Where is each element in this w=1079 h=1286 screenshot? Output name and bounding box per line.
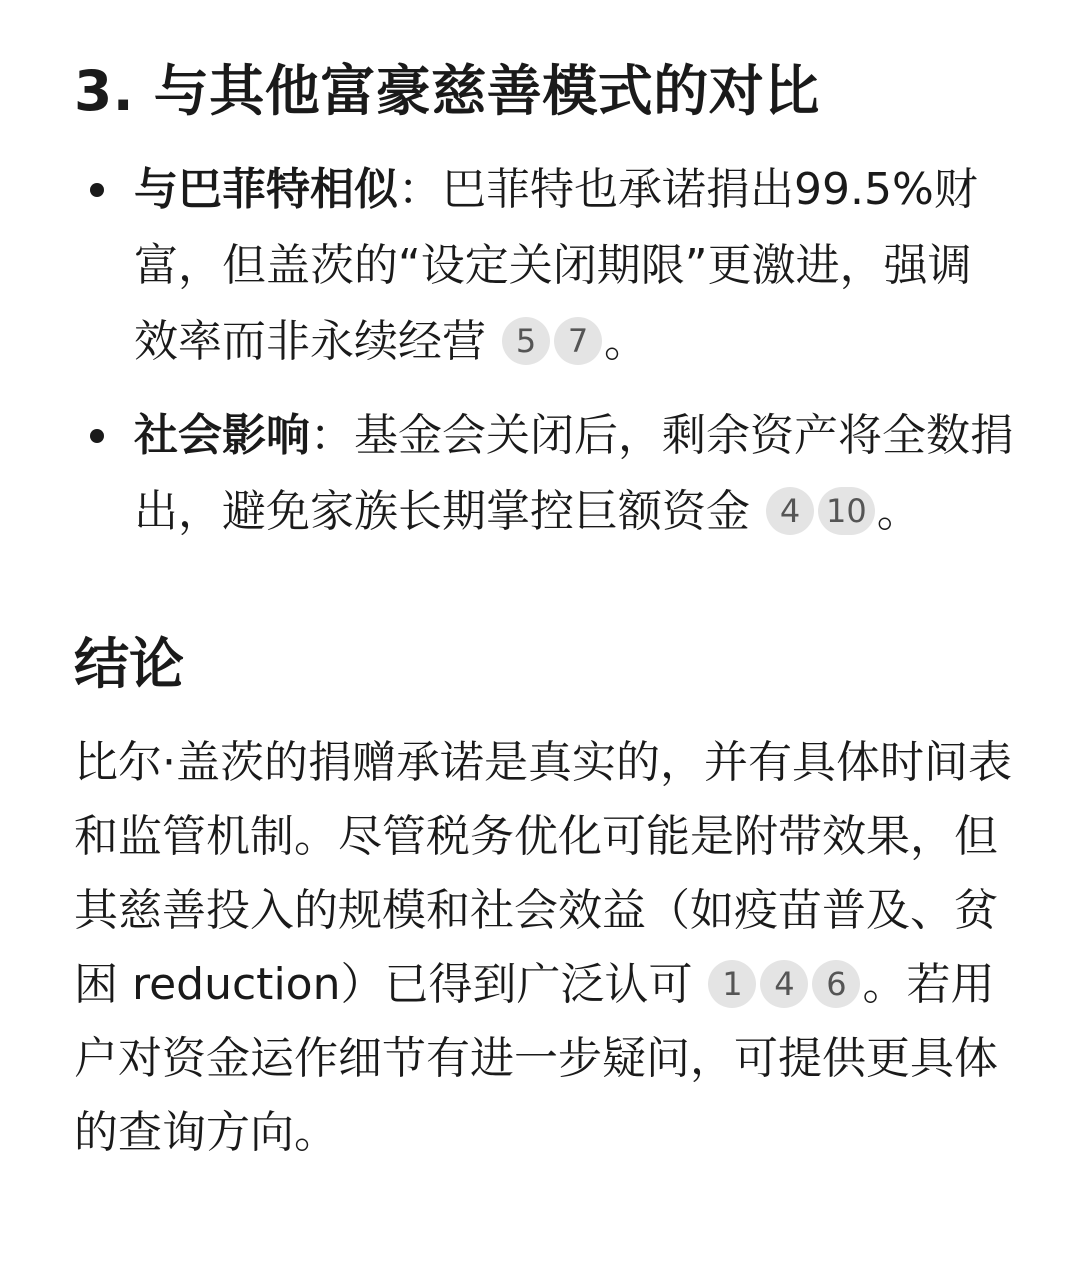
point-text: 基金会关闭后，剩余资产将全数捐出，避免家族长期掌控巨额资金: [134, 410, 1014, 537]
point-end: 。: [876, 486, 921, 537]
conclusion-paragraph: [74, 726, 1014, 1170]
comparison-list: [74, 152, 1014, 550]
list-item: [74, 398, 1014, 550]
citation-badge[interactable]: 1: [708, 960, 756, 1008]
bullet-icon: [90, 429, 104, 443]
list-item: [74, 152, 1014, 380]
point-separator: ：: [398, 164, 442, 215]
citation-badge[interactable]: 4: [760, 960, 808, 1008]
point-end: 。: [604, 316, 648, 367]
point-text: 巴菲特也承诺捐出99.5%财富，但盖茨的“设定关闭期限”更激进，强调效率而非永续经营: [134, 164, 978, 367]
point-term: 社会影响: [134, 410, 310, 461]
citation-badge[interactable]: 5: [502, 317, 550, 365]
citation-badge[interactable]: 6: [812, 960, 860, 1008]
citation-badge[interactable]: 7: [554, 317, 602, 365]
point-separator: ：: [310, 410, 354, 461]
conclusion-title: 结论: [74, 632, 185, 696]
answer-content: [74, 52, 1014, 1170]
point-term: 与巴菲特相似: [134, 164, 398, 215]
citation-badge[interactable]: 4: [766, 487, 814, 535]
conclusion-text: 比尔·盖茨的捐赠承诺是真实的，并有具体时间表和监管机制。尽管税务优化可能是附带效果，但其慈善投入的规模和社会效益（如疫苗普及、贫困 reduction）已得到广泛认可: [74, 737, 1012, 1010]
bullet-icon: [90, 183, 104, 197]
citation-badge[interactable]: 10: [818, 487, 875, 535]
conclusion-text-end: 。若用户对资金运作细节有进一步疑问，可提供更具体的查询方向。: [74, 959, 998, 1158]
section-title: 3. 与其他富豪慈善模式的对比: [74, 59, 820, 123]
